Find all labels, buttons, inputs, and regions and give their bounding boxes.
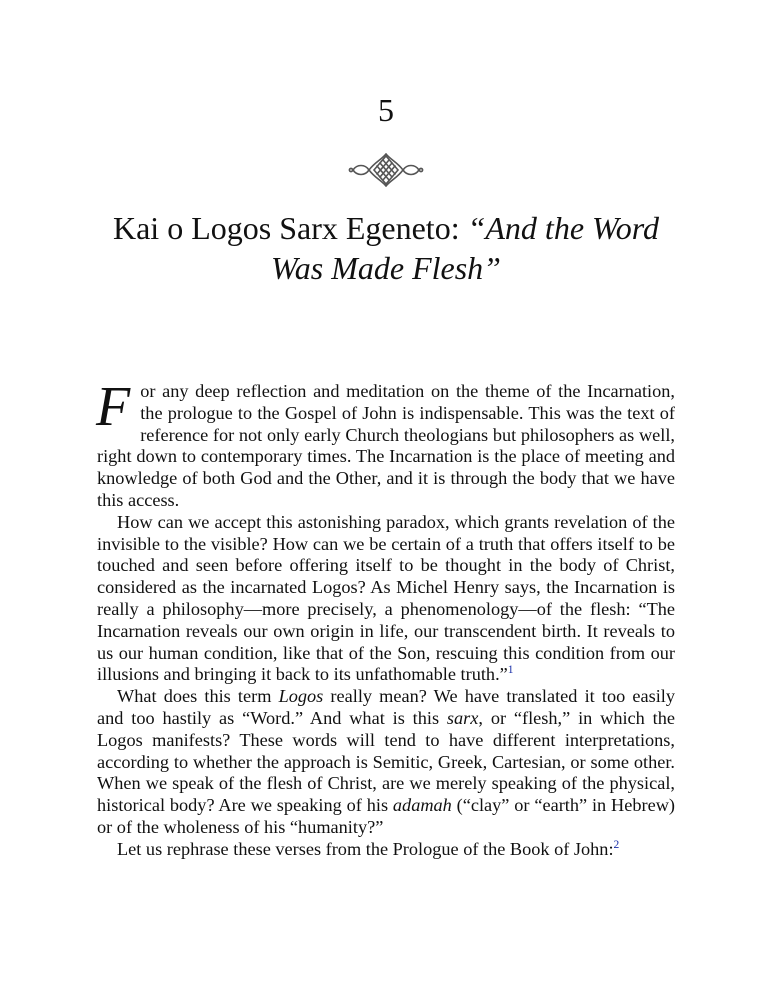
footnote-link-2[interactable]: 2 — [613, 838, 620, 851]
paragraph-2 — [97, 512, 675, 686]
chapter-title-plain: Kai o Logos Sarx Egeneto: — [112, 210, 468, 246]
drop-cap: F — [96, 376, 131, 438]
paragraph-4 — [97, 839, 675, 861]
paragraph-3-text-b: really mean? We have translated it too easily and too hastily as “Word.” And what is this — [97, 686, 675, 728]
paragraph-3-term-adamah: adamah — [392, 795, 452, 816]
chapter-title-italic-1: “And the Word — [467, 210, 659, 246]
paragraph-2-text: How can we accept this astonishing paradox, which grants revelation of the invisible to the visible? How can we be certain of a truth that offers itself to be touched and seen before offering itself to be thought in the body of Christ, considered as the incarnated Logos? As Michel Henry says, the Incarnation is really a philosophy—more precisely, a phenomenology—of the flesh: “The Incarnation reveals our own origin in life, our transcendent birth. It reveals to us our human condition, like that of the Son, rescuing this condition from our illusions and bringing it back to its unfathomable truth.” — [97, 511, 675, 685]
paragraph-3-text-a: What does this term — [117, 686, 279, 707]
paragraph-3-term-sarx: sarx — [446, 707, 479, 728]
chapter-title-line-2 — [60, 248, 712, 288]
paragraph-3-text-c: , or “flesh,” in which the Logos manifests? These words will tend to have different interpretations, according to whether the approach is Semitic, Greek, Cartesian, or some other. When we speak of the flesh of Christ, are we merely speaking of the physical, historical body? Are we speaking of his — [97, 707, 675, 816]
paragraph-1-text: or any deep reflection and meditation on the theme of the Incarnation, the prologue to the Gospel of John is indispensable. This was the text of reference for not only early Church theologians but philosophers as well, right down to contemporary times. The Incarnation is the place of meeting and knowledge of both God and the Other, and it is through the body that we have this access. — [97, 381, 675, 510]
body-text — [96, 376, 675, 861]
paragraph-3-text-d: (“clay” or “earth” in Hebrew) or of the wholeness of his “humanity?” — [97, 795, 675, 837]
knot-ornament-icon — [347, 150, 425, 190]
chapter-number: 5 — [378, 92, 394, 128]
footnote-link-1[interactable]: 1 — [507, 664, 514, 677]
paragraph-4-text: Let us rephrase these verses from the Prologue of the Book of John: — [117, 838, 614, 859]
chapter-title-line-1 — [60, 208, 712, 248]
paragraph-1 — [96, 376, 675, 512]
paragraph-3 — [97, 686, 675, 839]
chapter-title — [60, 208, 712, 288]
chapter-title-italic-2: Was Made Flesh” — [271, 250, 501, 286]
paragraph-3-term-logos: Logos — [278, 686, 324, 707]
